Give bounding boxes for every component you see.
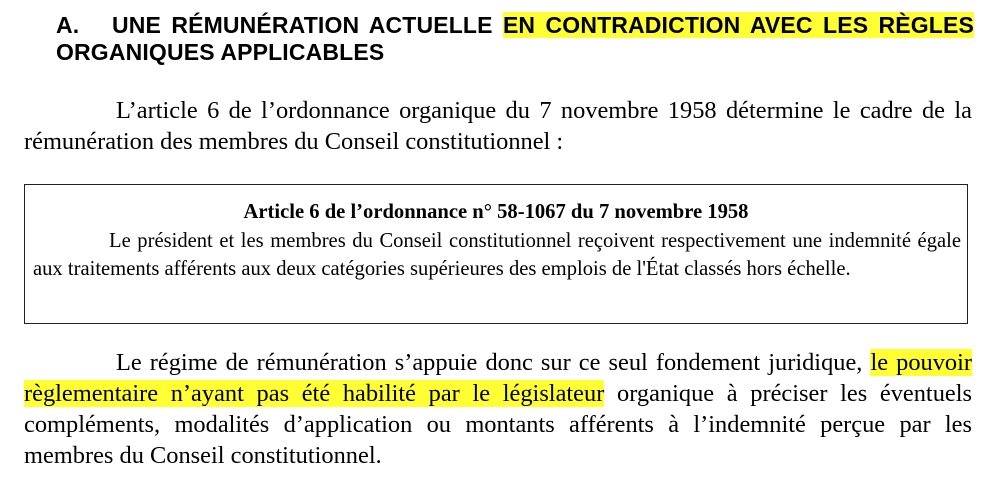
paragraph-conclusion-part1: Le régime de rémunération s’appuie donc sur ce seul fondement juridique, (116, 349, 871, 376)
paragraph-conclusion-highlight: le pouvoir règlementaire n’ayant pas été habilité par le législateur (24, 349, 972, 407)
article-quote-title: Article 6 de l’ordonnance n° 58-1067 du 7 novembre 1958 (243, 201, 749, 223)
paragraph-intro: L’article 6 de l’ordonnance organique du 7 novembre 1958 détermine le cadre de la rémunération des membres du Conseil constitutionnel : (24, 97, 972, 155)
article-quote-body: Le président et les membres du Conseil constitutionnel reçoivent respectivement une indemnité égale aux traitements afférents aux deux catégories supérieures des emplois de l'État classés hors échelle. (33, 230, 961, 280)
paragraph-conclusion-part2: organique à préciser les éventuels compléments, modalités d’application ou montants afférents à l’indemnité perçue par les membres du Conseil constitutionnel. (24, 380, 972, 469)
section-title-highlight: EN CONTRADICTION AVEC LES RÈGLES (502, 12, 974, 38)
paragraph-conclusion (24, 347, 972, 471)
section-title-part1: UNE RÉMUNÉRATION ACTUELLE (112, 12, 503, 38)
section-heading (56, 12, 974, 66)
section-title-part2: ORGANIQUES APPLICABLES (56, 39, 385, 65)
section-number: A. (56, 12, 80, 38)
article-quote-box (24, 184, 968, 324)
